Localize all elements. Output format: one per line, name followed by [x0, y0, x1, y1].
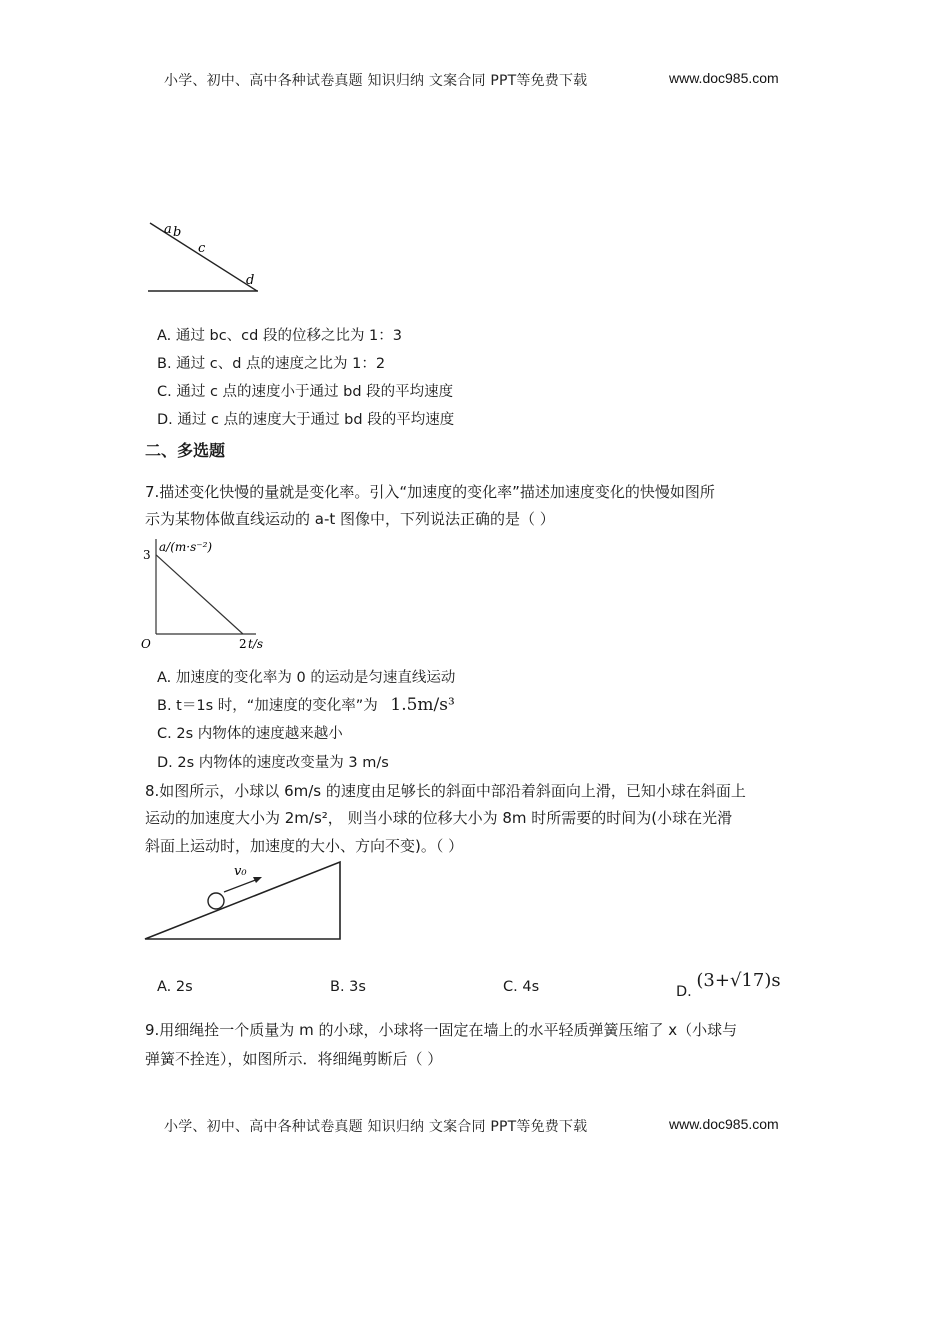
q8-v0-label: v₀ — [234, 864, 247, 879]
q7-option-a[interactable]: A. 加速度的变化率为 0 的运动是匀速直线运动 — [157, 670, 456, 686]
q8-option-a[interactable]: A. 2s — [157, 979, 193, 995]
q7-origin-label: O — [141, 637, 151, 651]
q6-option-d[interactable]: D. 通过 c 点的速度大于通过 bd 段的平均速度 — [157, 412, 455, 428]
q6-incline-figure — [140, 212, 270, 298]
q7-option-b[interactable] — [157, 694, 455, 715]
q6-label-d: d — [246, 273, 255, 288]
q8-text-line3: 斜面上运动时，加速度的大小、方向不变)。（ ） — [145, 837, 464, 855]
q7-option-c[interactable]: C. 2s 内物体的速度越来越小 — [157, 726, 343, 742]
q7-option-d[interactable]: D. 2s 内物体的速度改变量为 3 m/s — [157, 755, 389, 771]
q8-option-d-value: (3+√17)s — [696, 970, 781, 991]
section-title: 二、多选题 — [145, 441, 226, 460]
q6-label-c: c — [198, 241, 206, 256]
q7-text-line2: 示为某物体做直线运动的 a-t 图像中，下列说法正确的是（ ） — [145, 510, 555, 528]
q8-text-line2: 运动的加速度大小为 2m/s²， 则当小球的位移大小为 8m 时所需要的时间为(小球在光滑 — [145, 809, 733, 827]
q7-y-axis-label: a/(m·s⁻²) — [159, 540, 213, 554]
q6-label-a: a — [164, 222, 172, 237]
header-site-link[interactable]: www.doc985.com — [669, 70, 779, 86]
q7-option-b-value: 1.5m/s³ — [390, 695, 455, 715]
q8-option-d-prefix: D. — [676, 984, 692, 1000]
q9-text-line2: 弹簧不拴连），如图所示．将细绳剪断后（ ） — [145, 1050, 443, 1068]
q7-y-tick-label: 3 — [143, 547, 151, 562]
q8-option-d[interactable] — [676, 970, 781, 1000]
q7-text-line1: 7.描述变化快慢的量就是变化率。引入“加速度的变化率”描述加速度变化的快慢如图所 — [145, 483, 715, 501]
q8-velocity-arrow — [224, 879, 258, 892]
q7-option-b-text: B. t＝1s 时，“加速度的变化率”为 — [157, 698, 378, 714]
footer-site-link[interactable]: www.doc985.com — [669, 1116, 779, 1132]
q7-x-axis-label: t/s — [248, 637, 264, 651]
q7-data-line — [156, 555, 243, 634]
q7-x-tick-label: 2 — [238, 637, 247, 651]
q8-ball — [208, 893, 224, 909]
q6-option-a[interactable]: A. 通过 bc、cd 段的位移之比为 1：3 — [157, 328, 403, 344]
q6-option-c[interactable]: C. 通过 c 点的速度小于通过 bd 段的平均速度 — [157, 384, 454, 400]
header-text: 小学、初中、高中各种试卷真题 知识归纳 文案合同 PPT等免费下载 — [164, 73, 588, 89]
q8-text-line1: 8.如图所示，小球以 6m/s 的速度由足够长的斜面中部沿着斜面向上滑，已知小球在斜面上 — [145, 782, 746, 800]
q9-text-line1: 9.用细绳拴一个质量为 m 的小球，小球将一固定在墙上的水平轻质弹簧压缩了 x（小球与 — [145, 1021, 738, 1039]
q8-incline-figure — [140, 858, 346, 944]
q8-option-b[interactable]: B. 3s — [330, 979, 366, 995]
q6-label-b: b — [173, 225, 182, 240]
footer-text: 小学、初中、高中各种试卷真题 知识归纳 文案合同 PPT等免费下载 — [164, 1119, 588, 1135]
q8-option-c[interactable]: C. 4s — [503, 979, 540, 995]
q6-option-b[interactable]: B. 通过 c、d 点的速度之比为 1：2 — [157, 356, 386, 372]
q7-at-chart — [138, 534, 268, 656]
